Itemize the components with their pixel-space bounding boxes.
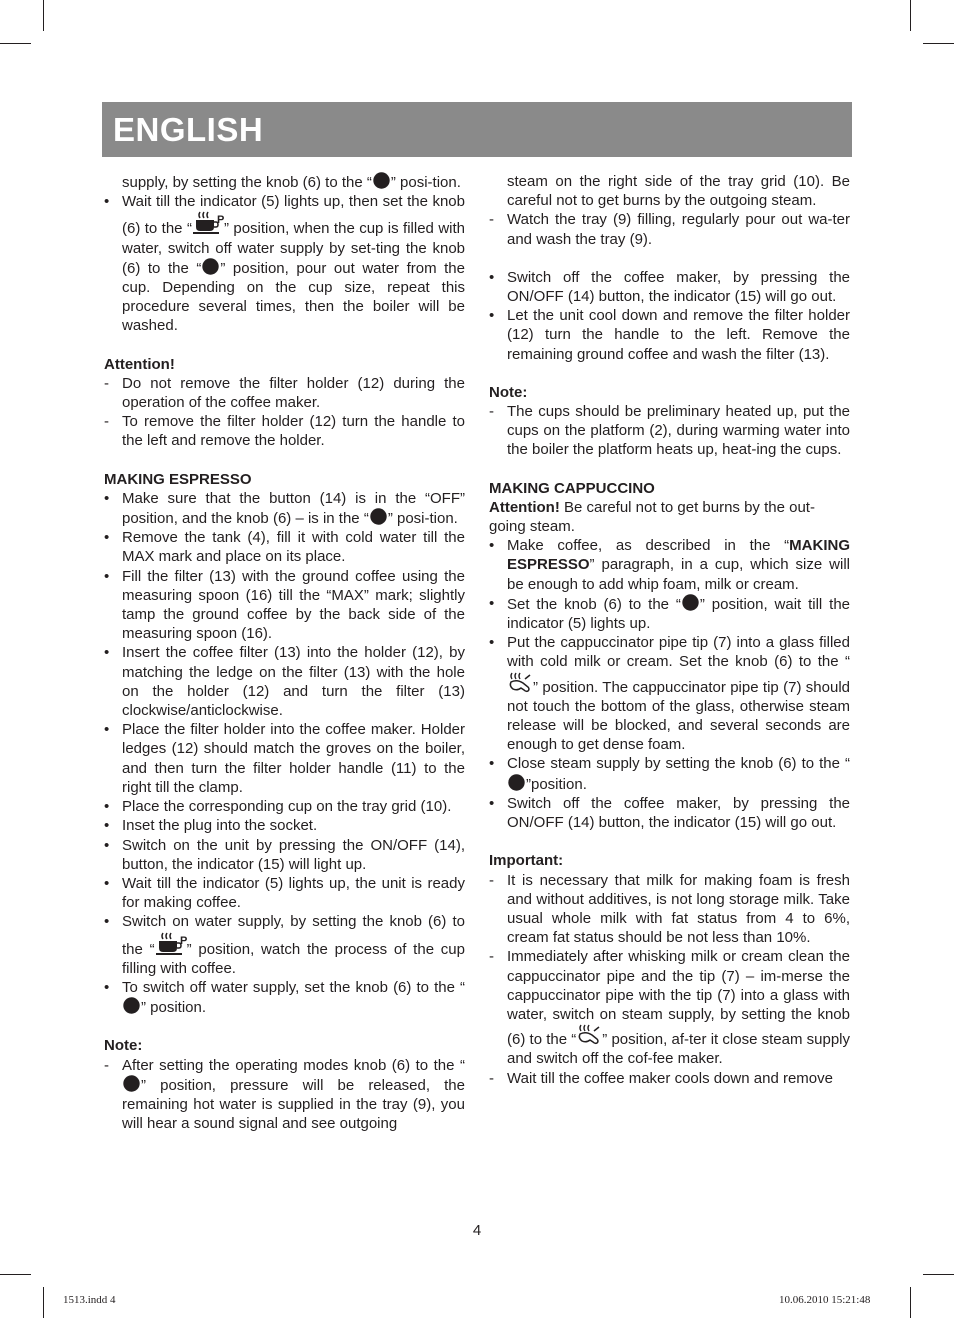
svg-text:P: P	[216, 214, 225, 227]
knob-off-icon	[508, 774, 525, 791]
paragraph-gap	[489, 364, 850, 383]
bullet-item: • Place the filter holder into the coffee maker. Holder ledges (12) should match the groves on the boiler, and then turn the filter holder handle (11) to the right till the clamp.	[104, 721, 465, 796]
bullet-item: • Inset the plug into the socket.	[104, 817, 318, 835]
bullet-item: • Wait till the indicator (5) lights up, the unit is ready for making coffee.	[104, 874, 465, 912]
crop-mark	[43, 1287, 44, 1318]
list-marker: -	[489, 403, 494, 421]
page-number: 4	[472, 1222, 482, 1239]
list-marker: •	[489, 307, 495, 325]
right-column	[489, 172, 850, 1088]
bullet-item: • Switch off the coffee maker, by pressing the ON/OFF (14) button, the indicator (15) will go out.	[489, 794, 850, 832]
crop-mark	[0, 43, 31, 44]
footer-file: 1513.indd 4	[63, 1294, 116, 1306]
section-heading: MAKING CAPPUCCINO	[489, 479, 655, 497]
bullet-item: • To switch off water supply, set the knob (6) to the “ ” position.	[104, 978, 465, 1017]
footer-date: 10.06.2010 15:21:48	[779, 1294, 871, 1306]
list-marker: -	[104, 374, 109, 392]
list-marker: -	[489, 1069, 494, 1087]
list-marker: •	[104, 798, 110, 816]
bullet-item: • Switch off the coffee maker, by pressing the ON/OFF (14) button, the indicator (15) will go out.	[489, 268, 850, 306]
section-heading: Important:	[489, 852, 564, 870]
paragraph-gap	[104, 1017, 465, 1036]
list-marker: -	[489, 211, 494, 229]
dash-item: - It is necessary that milk for making foam is fresh and without additives, is not long storage milk. Take usual whole milk with fat status from 4 to 6%, cream fat status should be not less than 10%.	[489, 871, 850, 947]
left-column	[104, 172, 465, 1133]
crop-mark	[923, 43, 954, 44]
paragraph-gap	[104, 336, 465, 355]
list-marker: •	[104, 913, 110, 931]
bullet-item: • Close steam supply by setting the knob (6) to the “ ”position.	[489, 755, 850, 793]
bullet-item: • Remove the tank (4), fill it with cold water till the MAX mark and place on its place.	[104, 529, 465, 566]
list-marker: •	[489, 594, 495, 612]
list-marker: •	[104, 978, 110, 996]
crop-mark	[910, 1287, 911, 1318]
list-marker: •	[489, 268, 495, 286]
list-marker: -	[489, 948, 494, 966]
list-marker: •	[489, 794, 495, 812]
list-marker: •	[104, 489, 110, 507]
section-heading: Attention!	[104, 355, 175, 373]
list-marker: -	[104, 1056, 109, 1074]
bullet-item: • Switch on water supply, by setting the knob (6) to the “ P ” position, watch the process of the cup filling with coffee.	[104, 913, 465, 977]
list-marker: •	[104, 721, 110, 739]
continued-text: supply, by setting the knob (6) to the “ ” posi-tion.	[122, 174, 461, 191]
attention-label: Attention!	[489, 498, 560, 516]
steam-icon	[577, 1024, 601, 1046]
section-heading: MAKING ESPRESSO	[104, 470, 252, 488]
bullet-item: • Wait till the indicator (5) lights up, then set the knob (6) to the “ P ” position, when the cup is filled with water, switch off water supply by set-ting the knob (6) to the “ ” position, pour out water from the cup. Depending on the cup size, repeat this procedure several times, then the boiler will be washed.	[104, 193, 465, 335]
dash-item: - The cups should be preliminary heated up, put the cups on the platform (2), during warming water into the boiler the platform heats up, heat-ing the cups.	[489, 403, 850, 459]
cup-water-supply-icon	[156, 932, 186, 956]
list-marker: •	[104, 836, 110, 854]
cup-water-supply-icon	[193, 211, 223, 235]
section-header	[102, 102, 852, 157]
steam-icon	[508, 672, 532, 694]
knob-off-icon	[682, 594, 699, 611]
list-marker: •	[489, 634, 495, 652]
dash-item: - To remove the filter holder (12) turn the handle to the left and remove the holder.	[104, 413, 465, 450]
dash-item: - Do not remove the filter holder (12) during the operation of the coffee maker.	[104, 374, 465, 412]
bullet-item: • Make coffee, as described in the “MAKING ESPRESSO” paragraph, in a cup, which size will be enough to add whip foam, milk or cream.	[489, 537, 850, 593]
list-marker: -	[104, 413, 109, 431]
bold-reference: MAKING ESPRESSO	[507, 537, 850, 574]
list-marker: •	[104, 529, 110, 547]
list-marker: -	[489, 871, 494, 889]
list-marker: •	[489, 537, 495, 555]
crop-mark	[0, 1274, 31, 1275]
bullet-item: • Make sure that the button (14) is in the “OFF” position, and the knob (6) – is in the “ ” posi-tion.	[104, 489, 465, 528]
dash-item: - Immediately after whisking milk or cream clean the cappuccinator pipe and the tip (7) – im-merse the cappuccinator pipe with the tip (7) into a glass with water, switch on steam supply, by setting the knob (6) to the “ ” position, af-ter it close steam supply and switch off the cof-fee maker.	[489, 948, 850, 1068]
crop-mark	[923, 1274, 954, 1275]
bullet-item: • Put the cappuccinator pipe tip (7) into a glass filled with cold milk or cream. Set the knob (6) to the “ ” position. The cappuccinator pipe tip (7) should not touch the bottom of the glass, otherwise steam release will be blocked, and several seconds are enough to get dense foam.	[489, 634, 850, 754]
dash-item: - Wait till the coffee maker cools down and remove	[489, 1069, 833, 1087]
bullet-item: • Insert the coffee filter (13) into the holder (12), by matching the ledge on the filter (13) with the hole on the holder (12) and turn the filter (13) clockwise/anticlockwise.	[104, 644, 465, 720]
list-marker: •	[104, 817, 110, 835]
list-marker: •	[104, 193, 110, 211]
attention-line: Attention! Be careful not to get burns by the out-going steam.	[489, 498, 815, 536]
crop-mark	[910, 0, 911, 31]
crop-mark	[43, 0, 44, 31]
dash-item: - Watch the tray (9) filling, regularly pour out wa-ter and wash the tray (9).	[489, 211, 850, 248]
knob-off-icon	[370, 508, 387, 525]
svg-text:P: P	[179, 934, 187, 947]
list-marker: •	[104, 644, 110, 662]
section-heading: Note:	[104, 1037, 143, 1055]
bullet-item: • Let the unit cool down and remove the filter holder (12) turn the handle to the left. Remove the remaining ground coffee and wash the filter (13).	[489, 307, 850, 363]
bullet-item: • Set the knob (6) to the “ ” position, wait till the indicator (5) lights up.	[489, 594, 851, 633]
paragraph-gap	[104, 451, 465, 470]
bullet-item: • Switch on the unit by pressing the ON/OFF (14), button, the indicator (15) will light up.	[104, 836, 465, 873]
paragraph-gap	[489, 832, 850, 851]
list-marker: •	[489, 755, 495, 773]
page-title: ENGLISH	[113, 111, 264, 148]
dash-item: - After setting the operating modes knob (6) to the “ ” position, pressure will be released, the remaining hot water is supplied in the tray (9), you will hear a sound signal and see outgoing	[104, 1056, 465, 1133]
bullet-item: • Place the corresponding cup on the tray grid (10).	[104, 798, 452, 816]
list-marker: •	[104, 874, 110, 892]
paragraph-gap	[489, 460, 850, 479]
continued-text: steam on the right side of the tray grid (10). Be careful not to get burns by the outgoing steam.	[507, 173, 850, 210]
list-marker: •	[104, 567, 110, 585]
knob-off-icon	[202, 258, 219, 275]
bullet-item: • Fill the filter (13) with the ground coffee using the measuring spoon (16) till the “MAX” mark; slightly tamp the ground coffee by the back side of the measuring spoon (16).	[104, 567, 465, 643]
knob-off-icon	[123, 1075, 140, 1092]
knob-off-icon	[373, 172, 390, 189]
paragraph-gap	[489, 249, 850, 268]
section-heading: Note:	[489, 383, 528, 401]
knob-off-icon	[123, 997, 140, 1014]
